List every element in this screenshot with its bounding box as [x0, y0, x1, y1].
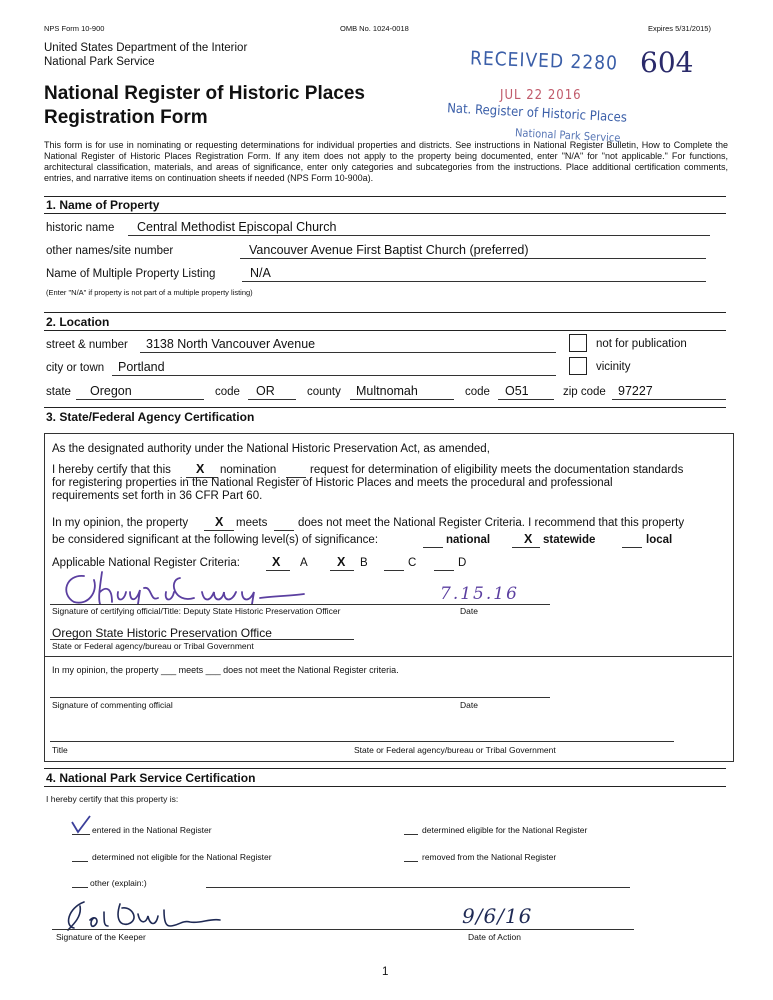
nps-certify-text: I hereby certify that this property is:	[46, 794, 179, 804]
criterion-a-mark[interactable]: X	[272, 555, 281, 569]
city-label: city or town	[46, 362, 105, 374]
determined-not-eligible-option[interactable]: determined not eligible for the National Register	[92, 852, 272, 862]
expires-date: Expires 5/31/2015)	[648, 24, 711, 33]
omb-number: OMB No. 1024-0018	[340, 24, 409, 33]
commenting-date-caption: Date	[460, 700, 478, 710]
significance-text: be considered significant at the following level(s) of significance:	[52, 534, 379, 546]
opinion-text-b: meets	[236, 517, 268, 529]
date-of-action-value: 9/6/16	[462, 904, 533, 928]
county-code-field[interactable]: O51	[505, 384, 529, 398]
criteria-label: Applicable National Register Criteria:	[52, 557, 240, 569]
statewide-mark[interactable]: X	[524, 532, 533, 546]
department-name: United States Department of the Interior	[44, 42, 248, 54]
meets-mark[interactable]: X	[215, 515, 224, 529]
historic-name-label: historic name	[46, 222, 115, 234]
level-statewide-label: statewide	[543, 534, 596, 546]
county-code-label: code	[465, 386, 490, 398]
handwritten-number: 604	[640, 46, 694, 79]
keeper-signature-caption: Signature of the Keeper	[56, 932, 146, 942]
other-option[interactable]: other (explain:)	[90, 878, 147, 888]
title-caption: Title	[52, 745, 68, 755]
criterion-a-label: A	[300, 557, 308, 569]
form-number: NPS Form 10-900	[44, 24, 105, 33]
criterion-b-label: B	[360, 557, 368, 569]
certify-text-b: nomination	[220, 464, 277, 476]
historic-name-field[interactable]: Central Methodist Episcopal Church	[137, 220, 337, 234]
form-title-line2: Registration Form	[44, 107, 208, 128]
certifying-official-signature	[54, 562, 314, 610]
level-local-label: local	[646, 534, 673, 546]
county-field[interactable]: Multnomah	[356, 384, 418, 398]
not-for-publication-checkbox[interactable]	[569, 334, 587, 352]
service-name: National Park Service	[44, 56, 155, 68]
intro-text: This form is for use in nominating or requesting determinations for individual properties and districts. See instructions in National Register Bulletin, How to Complete the National Register of Historic Places Registration Form. If any item does not apply to the property being documented, enter "N/A" for "not applicable." For functions, architectural classification, materials, and areas of significance, enter only categories and subcategories from the instructions. Place additional certification comments, entries, and narrative items on continuation sheets if needed (NPS Form 10-900a).	[44, 140, 728, 183]
zip-label: zip code	[563, 386, 606, 398]
entered-option[interactable]: entered in the National Register	[92, 825, 212, 835]
state-code-label: code	[215, 386, 240, 398]
page-number: 1	[382, 966, 389, 978]
certifying-signature-caption: Signature of certifying official/Title: Deputy State Historic Preservation Officer	[52, 606, 341, 616]
city-field[interactable]: Portland	[118, 360, 165, 374]
opinion-text-c: does not meet the National Register Criteria. I recommend that this property	[298, 517, 685, 529]
received-stamp: RECEIVED 2280	[469, 47, 619, 75]
state-label: state	[46, 386, 71, 398]
county-label: county	[307, 386, 341, 398]
multiple-property-label: Name of Multiple Property Listing	[46, 268, 216, 280]
agency-caption: State or Federal agency/bureau or Tribal Government	[52, 641, 254, 651]
opinion-text-a: In my opinion, the property	[52, 517, 189, 529]
commenting-opinion-text: In my opinion, the property ___ meets ___ does not meet the National Register criteria.	[52, 665, 399, 675]
determined-eligible-option[interactable]: determined eligible for the National Register	[422, 825, 588, 835]
nomination-mark[interactable]: X	[196, 462, 205, 476]
certify-text-a: I hereby certify that this	[52, 464, 171, 476]
not-for-publication-label: not for publication	[596, 338, 687, 350]
certify-text-c: request for determination of eligibility meets the documentation standards	[310, 464, 684, 476]
certify-line2: for registering properties in the National Register of Historic Places and meets the procedural and professional	[52, 477, 613, 489]
state-code-field[interactable]: OR	[256, 384, 275, 398]
removed-option[interactable]: removed from the National Register	[422, 852, 557, 862]
date-of-action-caption: Date of Action	[468, 932, 521, 942]
certifying-date-caption: Date	[460, 606, 478, 616]
criterion-b-mark[interactable]: X	[337, 555, 346, 569]
authority-line: As the designated authority under the National Historic Preservation Act, as amended,	[52, 443, 490, 455]
commenting-agency-caption: State or Federal agency/bureau or Tribal Government	[354, 745, 556, 755]
vicinity-checkbox[interactable]	[569, 357, 587, 375]
multiple-property-note: (Enter "N/A" if property is not part of a multiple property listing)	[46, 288, 253, 297]
commenting-signature-caption: Signature of commenting official	[52, 700, 173, 710]
section1-heading: 1. Name of Property	[46, 198, 160, 212]
other-names-field[interactable]: Vancouver Avenue First Baptist Church (preferred)	[249, 243, 529, 257]
other-names-label: other names/site number	[46, 245, 174, 257]
street-label: street & number	[46, 339, 128, 351]
date-stamp: JUL 22 2016	[500, 88, 582, 103]
criterion-d-label: D	[458, 557, 467, 569]
zip-field[interactable]: 97227	[618, 384, 653, 398]
multiple-property-field[interactable]: N/A	[250, 266, 271, 280]
vicinity-label: vicinity	[596, 361, 631, 373]
keeper-signature	[60, 896, 230, 936]
checkmark-icon	[70, 814, 92, 836]
state-field[interactable]: Oregon	[90, 384, 132, 398]
level-national-label: national	[446, 534, 491, 546]
section3-heading: 3. State/Federal Agency Certification	[46, 410, 255, 424]
form-title-line1: National Register of Historic Places	[44, 83, 365, 104]
certifying-date: 7.15.16	[440, 584, 519, 604]
street-field[interactable]: 3138 North Vancouver Avenue	[146, 337, 316, 351]
certify-line3: requirements set forth in 36 CFR Part 60.	[52, 490, 263, 502]
section4-heading: 4. National Park Service Certification	[46, 771, 256, 785]
national-park-stamp: National Park Service	[514, 126, 621, 145]
agency-field[interactable]: Oregon State Historic Preservation Office	[52, 626, 272, 640]
criterion-c-label: C	[408, 557, 417, 569]
section2-heading: 2. Location	[46, 315, 110, 329]
nat-register-stamp: Nat. Register of Historic Places	[446, 101, 628, 126]
